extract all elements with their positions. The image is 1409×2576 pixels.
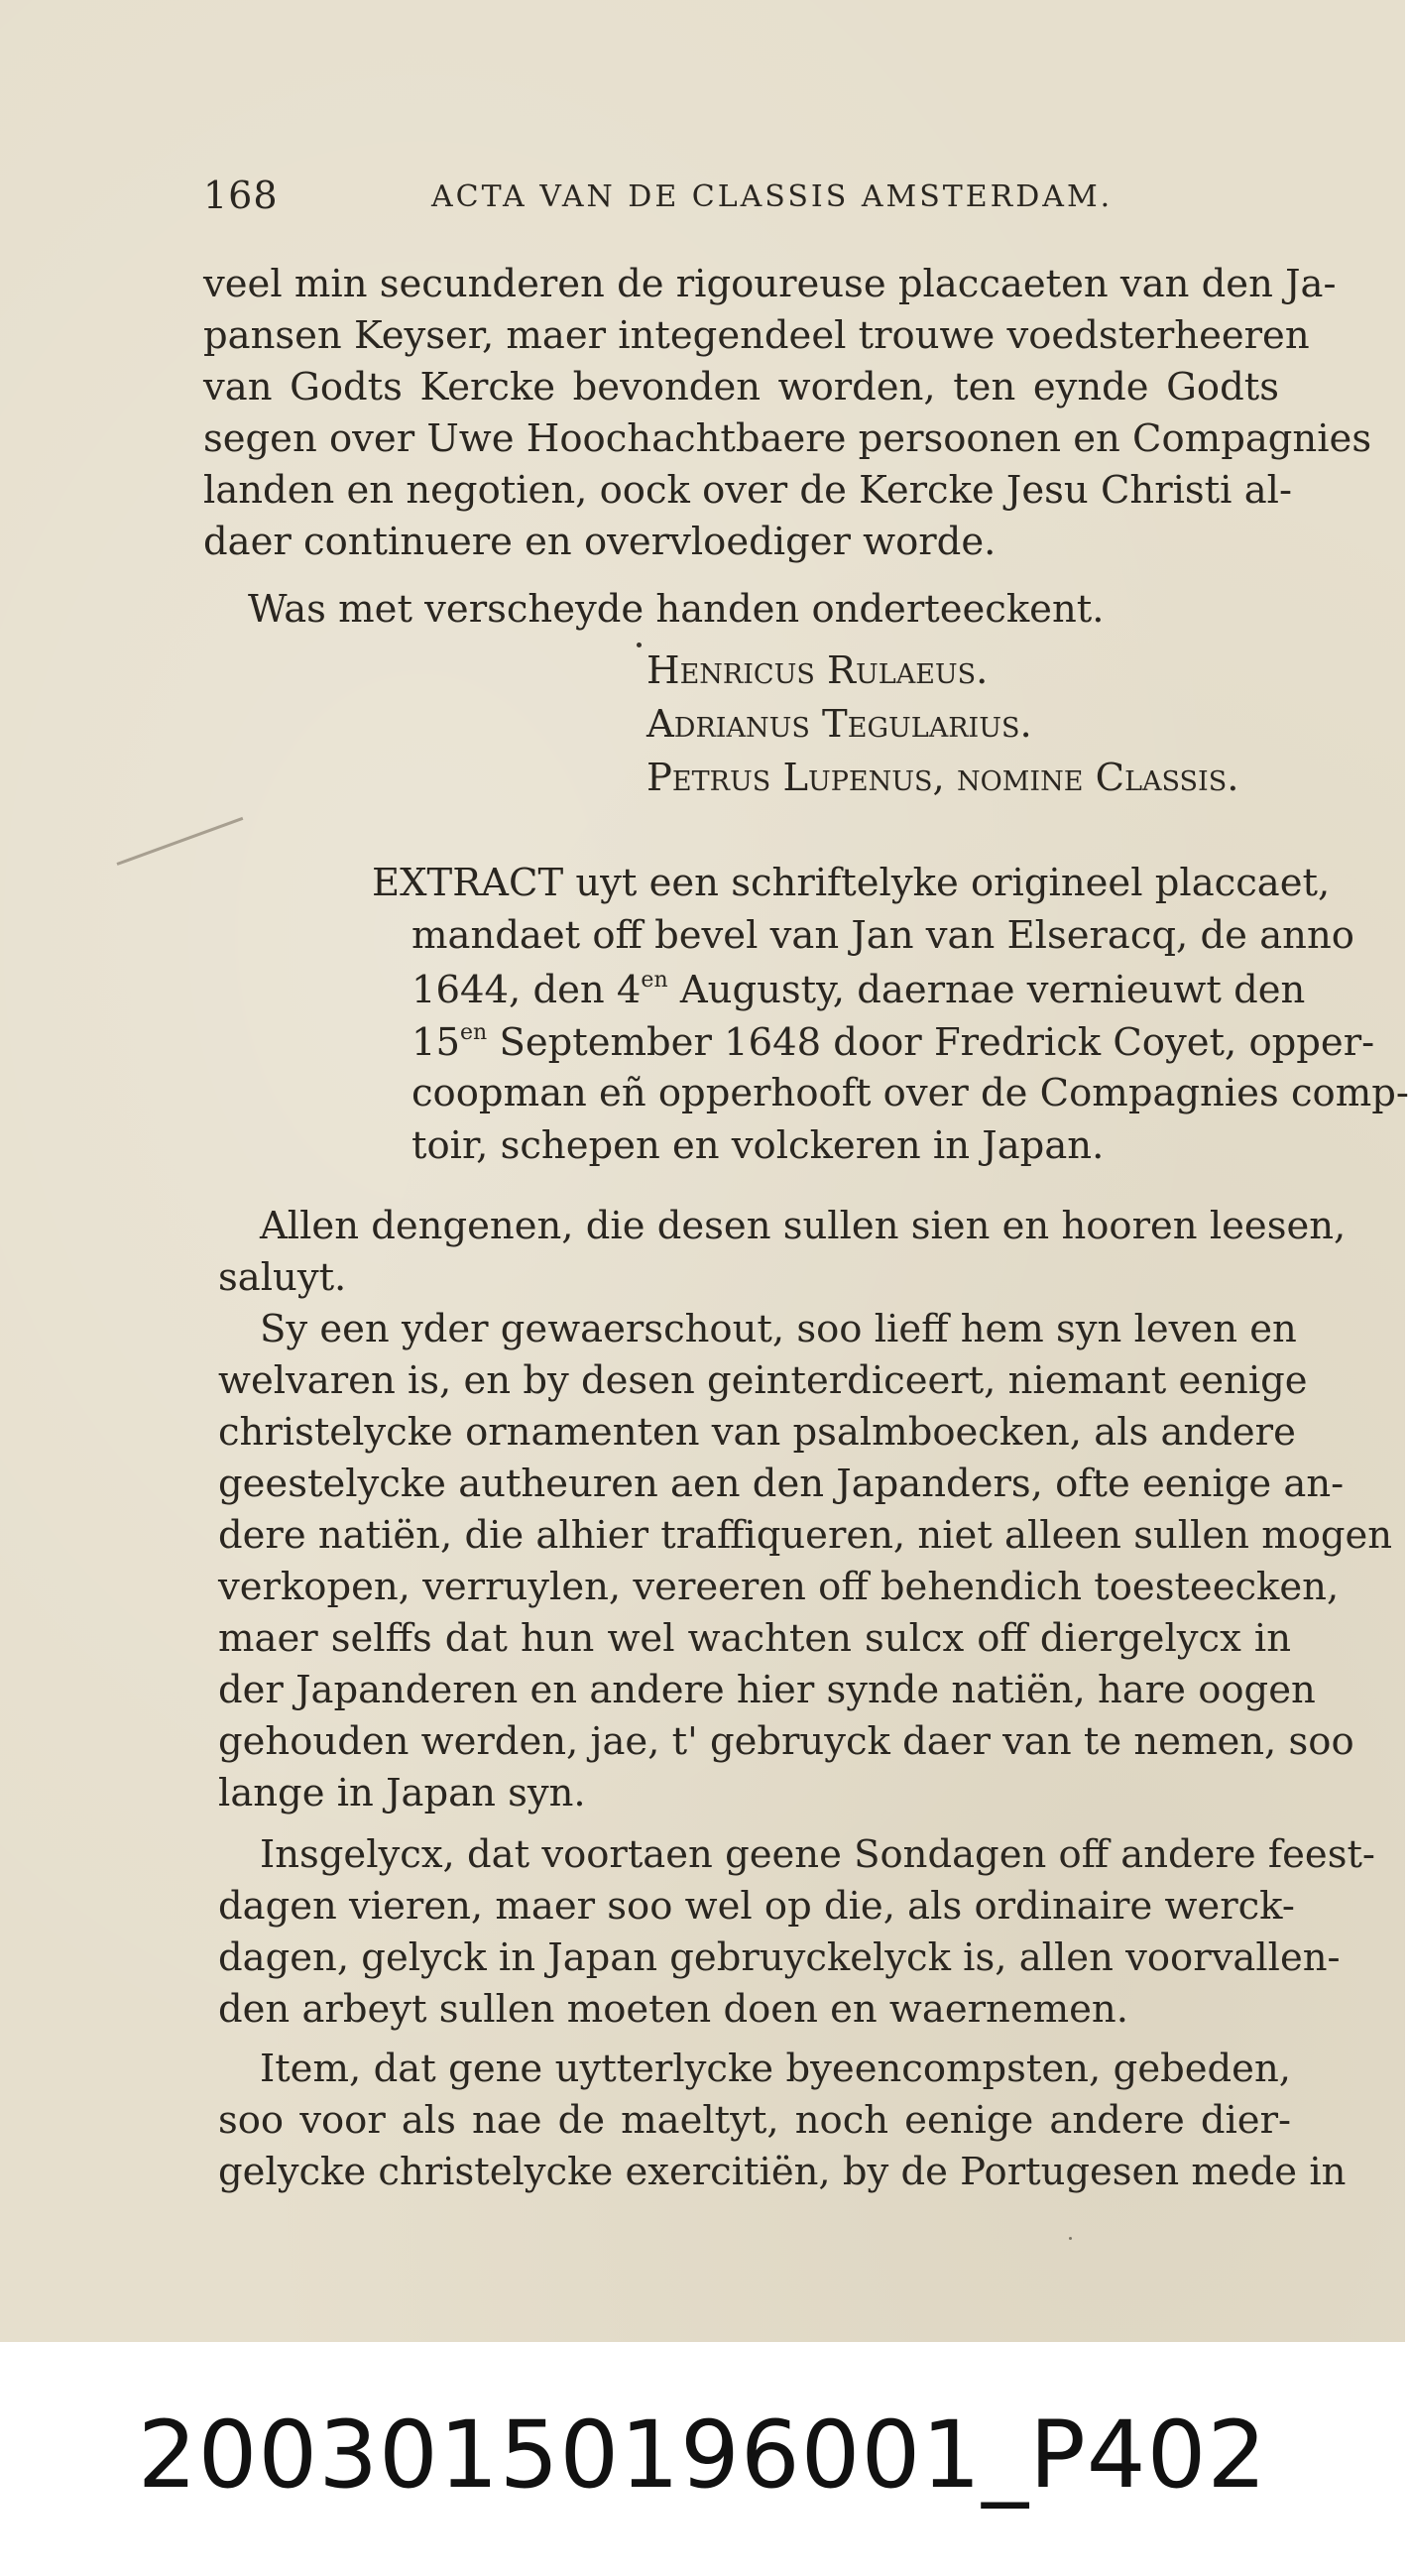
text-line: maer selffs dat hun wel wachten sulcx off diergelycx in (218, 1616, 1291, 1661)
text-line: Item, dat gene uytterlycke byeencompsten, gebeden, (260, 2047, 1291, 2091)
text-line: coopman eñ opperhooft over de Compagnies comp- (411, 1071, 1409, 1115)
text-line: daer continuere en overvloediger worde. (203, 520, 997, 564)
text-line: Insgelycx, dat voortaen geene Sondagen off andere feest- (260, 1832, 1375, 1877)
text-line: soo voor als nae de maeltyt, noch eenige andere dier- (218, 2098, 1291, 2143)
text-line: gehouden werden, jae, t' gebruyck daer van te nemen, soo (218, 1719, 1354, 1764)
scan-identifier: 20030150196001_P402 (137, 2401, 1268, 2510)
text-line: segen over Uwe Hoochachtbaere persoonen en Compagnies (203, 416, 1372, 461)
text-line: mandaet off bevel van Jan van Elseracq, de anno (411, 913, 1354, 958)
text-line: geestelycke autheuren aen den Japanders, ofte eenige an- (218, 1462, 1345, 1506)
superscript: en (460, 1020, 488, 1045)
text-line: veel min secunderen de rigoureuse placcaeten van den Ja- (203, 262, 1337, 306)
signed-note: Was met verscheyde handen onderteeckent. (248, 587, 1105, 632)
page-header (203, 174, 1284, 223)
ink-speck (637, 643, 642, 647)
signatory: Henricus Rulaeus. (646, 648, 989, 693)
text-line: der Japanderen en andere hier synde natiën, hare oogen (218, 1668, 1316, 1712)
text-line: toir, schepen en volckeren in Japan. (411, 1123, 1105, 1168)
text-line (411, 968, 1306, 1012)
text-line: Sy een yder gewaerschout, soo lieff hem syn leven en (260, 1307, 1297, 1351)
text-line: Allen dengenen, die desen sullen sien en hooren leesen, (260, 1204, 1347, 1248)
text-line: welvaren is, en by desen geinterdiceert, niemant eenige (218, 1358, 1308, 1403)
signatory: Petrus Lupenus, nomine Classis. (646, 756, 1239, 800)
text-line: saluyt. (218, 1255, 347, 1300)
text-line: dagen, gelyck in Japan gebruyckelyck is, allen voorvallen- (218, 1935, 1341, 1980)
text-line: dere natiën, die alhier traffiqueren, niet alleen sullen mogen (218, 1513, 1393, 1558)
text-line: landen en negotien, oock over de Kercke Jesu Christi al- (203, 468, 1292, 513)
signatory: Adrianus Tegularius. (646, 702, 1032, 747)
scan-label-strip (0, 2342, 1405, 2576)
text-line: $15^{en}$ September 1648 door Fredrick Coyet, opper- (411, 1020, 1375, 1065)
text-line: christelycke ornamenten van psalmboecken, als andere (218, 1410, 1296, 1455)
superscript: en (641, 968, 668, 993)
text-line: gelycke christelycke exercitiën, by de Portugesen mede in (218, 2150, 1347, 2194)
text-segment: 1644, den $4^{en}$ Augusty, daernae vernieuwt den (411, 968, 1306, 1012)
text-line: verkopen, verruylen, vereeren off behendich toesteecken, (218, 1565, 1340, 1609)
text-line: lange in Japan syn. (218, 1771, 586, 1815)
text-line: EXTRACT uyt een schriftelyke origineel placcaet, (372, 861, 1331, 905)
pencil-mark (116, 817, 243, 866)
ink-speck (1069, 2237, 1072, 2240)
text-line: dagen vieren, maer soo wel op die, als ordinaire werck- (218, 1884, 1295, 1929)
text-line: pansen Keyser, maer integendeel trouwe voedsterheeren (203, 313, 1310, 358)
text-line: den arbeyt sullen moeten doen en waernemen. (218, 1987, 1128, 2032)
page-number: 168 (203, 174, 279, 217)
text-line: van Godts Kercke bevonden worden, ten eynde Godts (203, 365, 1279, 410)
running-title: ACTA VAN DE CLASSIS AMSTERDAM. (431, 179, 1114, 214)
